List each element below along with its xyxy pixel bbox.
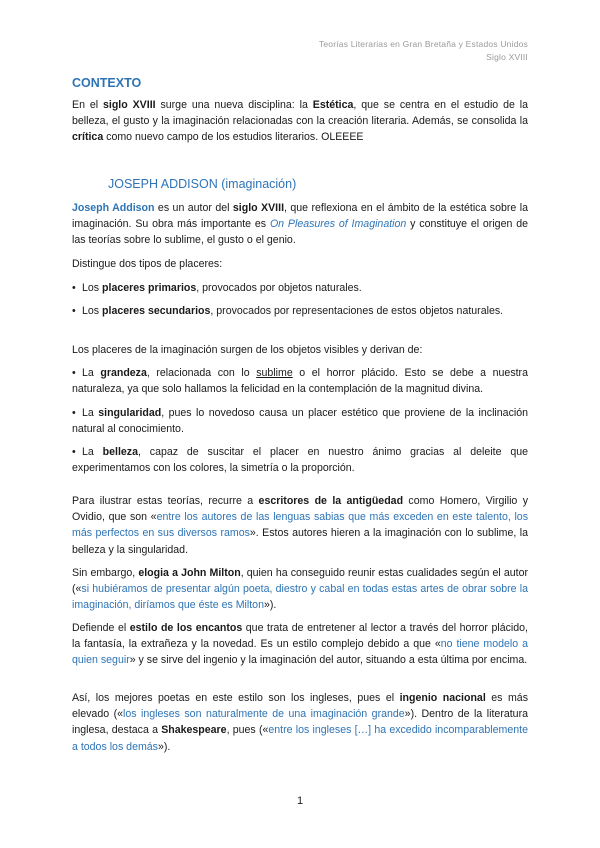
text-run: como nuevo campo de los estudios literarios. OLEEEE: [103, 131, 364, 144]
pleasures-intro-paragraph: Distingue dos tipos de placeres:: [72, 258, 223, 270]
text-run: , relacionada con lo: [146, 367, 257, 379]
text-run: es más elevado («: [72, 692, 528, 721]
text-run: , provocados por representaciones de estos objetos naturales.: [210, 305, 504, 317]
heading-joseph-addison: JOSEPH ADDISON (imaginación): [108, 177, 297, 191]
text-run: Defiende el: [72, 622, 130, 634]
text-run: La: [82, 446, 103, 458]
quote: no tiene modelo a quien seguir: [72, 638, 528, 667]
text-run: La: [82, 407, 99, 419]
english-poets-paragraph: [72, 690, 528, 755]
text-run: y constituye el origen de las teorías sobre lo sublime, el gusto o el genio.: [72, 218, 528, 247]
bold-term: singularidad: [98, 407, 162, 419]
text-run: Así, los mejores poetas en este estilo son los ingleses, pues el: [72, 692, 400, 704]
bullet-placeres-secundarios: [72, 303, 528, 319]
bullet-icon: •: [72, 367, 76, 379]
text-run: , que reflexiona en el ámbito de la estética sobre la imaginación. Su obra más importante es: [72, 202, 528, 231]
text-run: , que se centra en el estudio de la belleza, el gusto y la imaginación relacionadas con la creación literaria. Además, se consolida la: [72, 99, 529, 128]
bold-term: crítica: [72, 131, 104, 144]
text-run: » y se sirve del ingenio y la imaginación del autor, situando a esta última por encima.: [129, 654, 528, 667]
text-run: »).: [157, 740, 171, 753]
text-run: En el: [72, 99, 103, 111]
bold-term: Shakespeare: [161, 724, 227, 737]
underlined-term: sublime: [256, 367, 293, 379]
bullet-placeres-primarios: [72, 280, 528, 296]
quote: si hubiéramos de presentar algún poeta, diestro y cabal en todas estas artes de obrar sobre la imaginación, diríamos que éste es Milton: [72, 583, 528, 612]
text-run: Para ilustrar estas teorías, recurre a: [72, 495, 259, 507]
bullet-belleza: [72, 444, 528, 476]
text-run: »). Dentro de la literatura inglesa, destaca a: [72, 708, 528, 737]
bullet-icon: •: [72, 282, 76, 294]
text-run: como Homero, Virgilio y Ovidio, que son «: [72, 495, 528, 524]
bold-term: escritores de la antigüedad: [258, 495, 404, 507]
encantos-paragraph: [72, 620, 528, 669]
running-header: [319, 38, 528, 64]
text-run: Los: [82, 282, 103, 294]
bullet-grandeza: [72, 365, 528, 397]
heading-contexto: CONTEXTO: [72, 76, 142, 90]
text-run: , quien ha conseguido reunir estas cualidades según el autor («: [72, 567, 528, 596]
addison-intro-paragraph: [72, 200, 528, 249]
quote: los ingleses son naturalmente de una imaginación grande: [123, 708, 405, 721]
bold-term: ingenio nacional: [399, 692, 486, 704]
text-run: »).: [263, 599, 277, 612]
author-name: Joseph Addison: [72, 202, 155, 214]
header-title: Teorías Literarias en Gran Bretaña y Estados Unidos: [318, 39, 528, 49]
imagination-sources-paragraph: Los placeres de la imaginación surgen de los objetos visibles y derivan de:: [72, 344, 423, 356]
milton-paragraph: [72, 565, 528, 614]
bold-term: belleza: [102, 446, 138, 458]
text-run: Sin embargo,: [72, 567, 139, 579]
text-run: surge una nueva disciplina: la: [155, 99, 313, 111]
header-subtitle: Siglo XVIII: [486, 52, 528, 62]
text-run: es un autor del: [154, 202, 233, 214]
bold-term: elogia a John Milton: [138, 567, 241, 579]
text-run: , pues lo novedoso causa un placer estético que proviene de la inclinación natural al conocimiento.: [72, 407, 528, 436]
work-title: On Pleasures of Imagination: [269, 218, 407, 231]
antiquity-writers-paragraph: [72, 493, 528, 558]
bullet-icon: •: [72, 407, 76, 419]
bullet-singularidad: [72, 405, 528, 437]
bold-term: grandeza: [100, 367, 147, 379]
quote: entre los autores de las lenguas sabias que más exceden en este talento, los más perfectos en sus diversos ramos: [72, 511, 528, 540]
text-run: o el horror plácido. Esto se debe a nuestra naturaleza, ya que solo hallamos la felicidad en la contemplación de la magnitud divina.: [72, 367, 528, 396]
bold-term: placeres secundarios: [102, 305, 211, 317]
text-run: , capaz de suscitar el placer en nuestro ánimo gracias al deleite que experimentamos con los colores, la simetría o la proporción.: [72, 446, 528, 475]
quote: entre los ingleses […] ha excedido incomparablemente a todos los demás: [72, 724, 528, 753]
text-run: , pues («: [226, 724, 269, 737]
text-run: La: [82, 367, 101, 379]
bullet-icon: •: [72, 446, 76, 458]
bold-term: siglo XVIII: [103, 99, 156, 111]
bold-term: estilo de los encantos: [129, 622, 243, 634]
bold-term: siglo XVIII: [232, 202, 285, 214]
bold-term: placeres primarios: [102, 282, 197, 294]
text-run: que trata de entretener al lector a través del horror plácido, la fantasía, la extrañeza y la novedad. Es un estilo complejo debido a que «: [72, 622, 528, 651]
bullet-icon: •: [72, 305, 76, 317]
bold-term: Estética: [312, 99, 354, 111]
text-run: ». Estos autores hieren a la imaginación con lo sublime, la belleza y la singularidad.: [72, 527, 528, 556]
text-run: Los: [82, 305, 103, 317]
contexto-paragraph: [72, 97, 528, 146]
page-number: 1: [296, 795, 304, 807]
text-run: , provocados por objetos naturales.: [196, 282, 362, 294]
